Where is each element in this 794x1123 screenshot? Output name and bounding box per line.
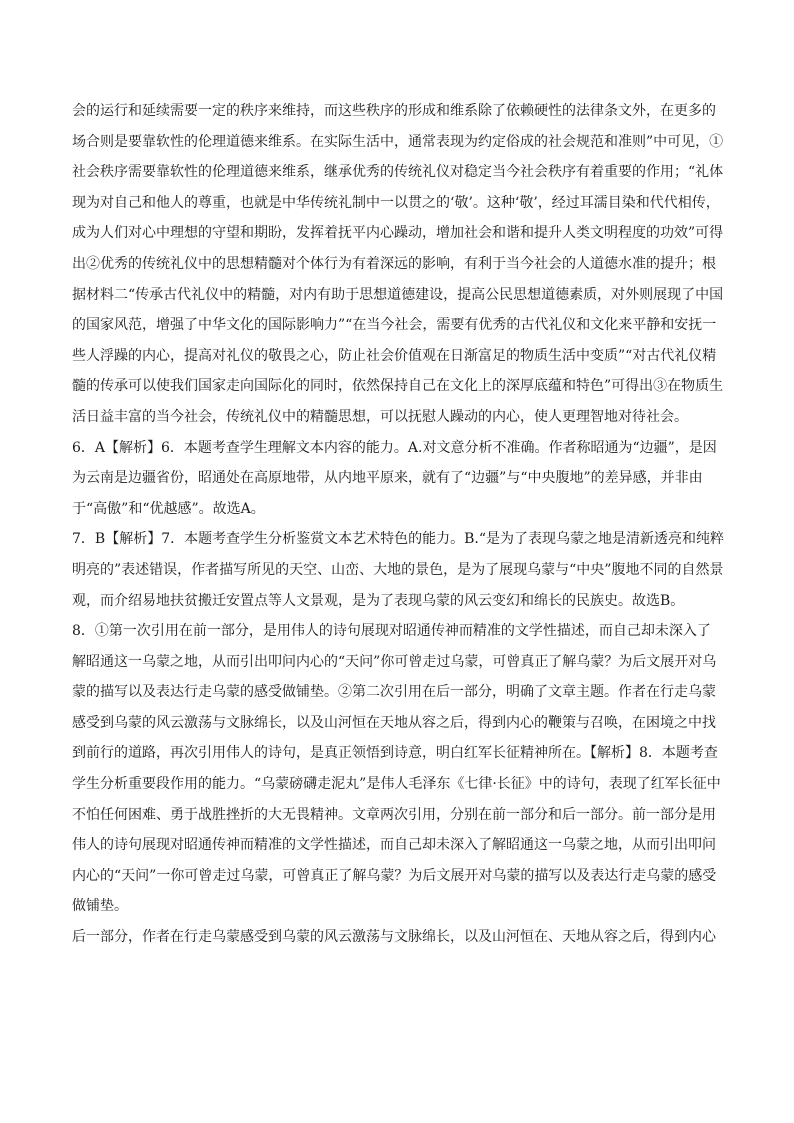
answer-paragraph-7: 7．B【解析】7．本题考查学生分析鉴赏文本艺术特色的能力。B.“是为了表现乌蒙之地是清新透亮和纯粹明亮的”表述错误，作者描写所见的天空、山峦、大地的景色，是为了展现乌蒙与“中央”腹地不同的自然景观，而介绍易地扶贫搬迁安置点等人文景观，是为了表现乌蒙的风云变幻和绵长的民族史。故选B。: [72, 531, 724, 609]
answer-paragraph-5-continued: 会的运行和延续需要一定的秩序来维持，而这些秩序的形成和维系除了依赖硬性的法律条文外，在更多的场合则是要靠软性的伦理道德来维系。在实际生活中，通常表现为约定俗成的社会规范和准则”中可见，①社会秩序需要靠软性的伦理道德来维系，继承优秀的传统礼仪对稳定当今社会秩序有着重要的作用；“礼体现为对自己和他人的尊重，也就是中华传统礼制中一以贯之的‘敬’。这种‘敬’，经过耳濡目染和代代相传，成为人们对心中理想的守望和期盼，发挥着抚平内心躁动，增加社会和谐和提升人类文明程度的功效”可得出②优秀的传统礼仪中的思想精髓对个体行为有着深远的影响，有利于当今社会的人道德水准的提升；根据材料二“传承古代礼仪中的精髓，对内有助于思想道德建设，提高公民思想道德素质，对外则展现了中国的国家风范，增强了中华文化的国际影响力”“在当今社会，需要有优秀的古代礼仪和文化来平静和安抚一些人浮躁的内心，提高对礼仪的敬畏之心，防止社会价值观在日渐富足的物质生活中变质”“对古代礼仪精髓的传承可以使我们国家走向国际化的同时，依然保持自己在文化上的深厚底蕴和特色”可得出③在物质生活日益丰富的当今社会，传统礼仪中的精髓思想，可以抚慰人躁动的内心，使人更理智地对待社会。: [72, 103, 724, 425]
answer-paragraph-8: 8．①第一次引用在前一部分，是用伟人的诗句展现对昭通传神而精准的文学性描述，而自己却未深入了解昭通这一乌蒙之地，从而引出叩问内心的“天问”你可曾走过乌蒙，可曾真正了解乌蒙？为后文展开对乌蒙的描写以及表达行走乌蒙的感受做铺垫。②第二次引用在后一部分，明确了文章主题。作者在行走乌蒙感受到乌蒙的风云激荡与文脉绵长，以及山河恒在天地从容之后，得到内心的鞭策与召唤，在困境之中找到前行的道路，再次引用伟人的诗句，是真正领悟到诗意，明白红军长征精神所在。【解析】8．本题考查学生分析重要段作用的能力。“乌蒙磅礴走泥丸”是伟人毛泽东《七律·长征》中的诗句，表现了红军长征中不怕任何困难、勇于战胜挫折的大无畏精神。文章两次引用，分别在前一部分和后一部分。前一部分是用伟人的诗句展现对昭通传神而精准的文学性描述，而自己却未深入了解昭通这一乌蒙之地，从而引出叩问内心的“天问”一你可曾走过乌蒙，可曾真正了解乌蒙？为后文展开对乌蒙的描写以及表达行走乌蒙的感受做铺垫。: [72, 623, 721, 915]
document-page: [72, 96, 724, 953]
answer-paragraph-6: 6．A【解析】6．本题考查学生理解文本内容的能力。A.对文意分析不准确。作者称昭通为“边疆”，是因为云南是边疆省份，昭通处在高原地带，从内地平原来，就有了“边疆”与“中央腹地”的差异感，并非由于“高傲”和“优越感”。故选A。: [72, 439, 717, 517]
answer-paragraph-8-continued: 后一部分，作者在行走乌蒙感受到乌蒙的风云激荡与文脉绵长，以及山河恒在、天地从容之后，得到内心: [72, 929, 716, 946]
